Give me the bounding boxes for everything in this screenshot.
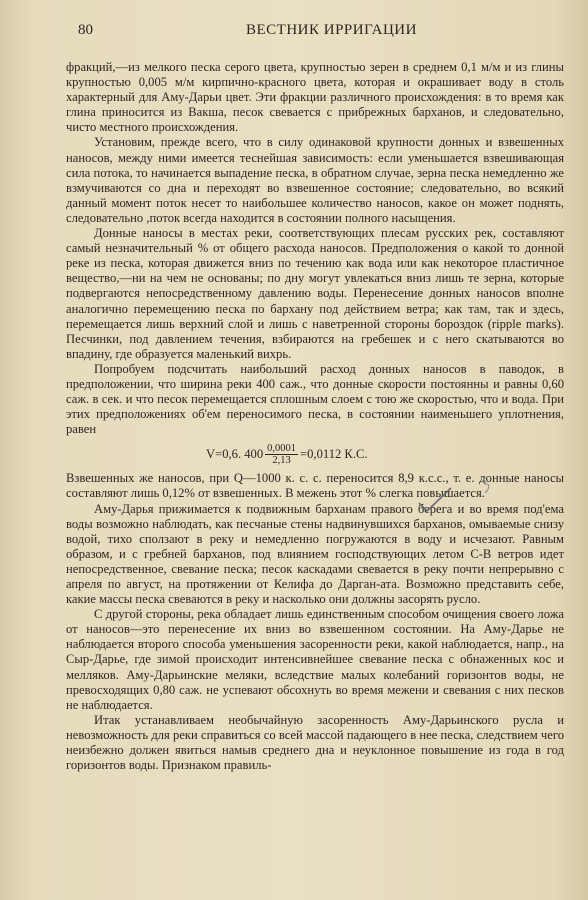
running-title: ВЕСТНИК ИРРИГАЦИИ xyxy=(246,22,417,38)
body-text xyxy=(66,60,564,773)
paragraph-3: Донные наносы в местах реки, соответствующих плесам русских рек, составляют самый незначительный % от общего расхода наносов. Предположения о какой то донной реке из песка, которая движется вниз по течению как вода или как некоторое пластичное вещество,—ни на чем не основаны; по дну могут увлекаться вниз лишь те зерна, которые подвергаются непосредственному давлению воды. Перенесение донных наносов вполне аналогично перемещению песка по бархану под действием ветра; как там, так и здесь, перемещается лишь верхний слой и лишь с наветренной стороны бороздок (ripple marks). Песчинки, под давлением течения, взбираются на гребешек и с него скатываются во впадину, где образуется маленький вихрь. xyxy=(66,226,564,361)
page-header xyxy=(66,20,558,42)
page-number: 80 xyxy=(78,22,93,38)
paragraph-2: Установим, прежде всего, что в силу одинаковой крупности донных и взвешенных наносов, между ними имеется теснейшая зависимость: если уменьшается взвешивающая сила потока, то начинается выпадение песка, в обратном случае, зерна песка немедленно же взмучиваются со дна и переходят во взвешенное состояние; следовательно, во всякий данный момент поток несет то наибольшее количество наносов, какое он может поднять, следовательно ,поток всегда находится в состоянии полного насыщения. xyxy=(66,135,564,225)
paragraph-4: Попробуем подсчитать наибольший расход донных наносов в паводок, в предположении, что ширина реки 400 саж., что донные скорости постоянны и равны 0,60 саж. в сек. и что песок перемещается сплошным слоем с тою же скоростью, что и вода. При этих предположениях об'ем переносимого песка, в состоянии наименьшего уплотнения, равен xyxy=(66,361,564,437)
paragraph-1: фракций,—из мелкого песка серого цвета, крупностью зерен в среднем 0,1 м/м и из глины крупностью 0,005 м/м кирпично-красного цвета, которая и окрашивает воду в столь характерный для Аму-Дарьи цвет. Эти фракции различного происхождения: в то время как глина приносится из Вакша, песок свевается с прибрежных барханов, и следовательно, чисто местного происхождения. xyxy=(66,60,564,135)
formula-denominator: 2,13 xyxy=(272,454,291,466)
pencil-check-mark xyxy=(415,485,455,515)
formula-left: V=0,6. 400 xyxy=(206,446,264,461)
pencil-squiggle-mark xyxy=(478,475,492,495)
paragraph-8: Итак устанавливаем необычайную засоренность Аму-Дарьинского русла и невозможность для реки справиться со всей массой падающего в нее песка, следствием чего неизбежно должен явиться намыв среднего дна и неуклонное повышение из года в год горизонтов воды. Признаком правиль- xyxy=(66,712,564,773)
paragraph-5: Взвешенных же наносов, при Q—1000 к. с. с. переносится 8,9 к.с.с., т. е. донные наносы составляют лишь 0,12% от взвешенных. В межень этот % слегка повышается. xyxy=(66,471,564,501)
paragraph-7: С другой стороны, река обладает лишь единственным способом очищения своего ложа от наносов—это перенесение их вниз во взвешенном состоянии. На Аму-Дарье не наблюдается второго способа уменьшения засоренности реки, какой наблюдается, напр., на Сыр-Дарье, где зимой происходит интенсивнейшее свевание песка с обнаженных кос и мелляков. Аму-Дарьинские меляки, вследствие малых колебаний горизонтов воды, не превосходящих 0,80 саж. не успевают обсохнуть во время межени и свевания с них песков не наблюдается. xyxy=(66,607,564,712)
formula-numerator: 0,0001 xyxy=(267,442,297,454)
paragraph-6: Аму-Дарья прижимается к подвижным барханам правого берега и во время под'ема воды возможно наблюдать, как песчаные стены надвинувшихся барханов, омываемые снизу водой, тихо сползают в реку и немедленно погружаются в воду и исчезают. Равным образом, и с гребней барханов, под влиянием господствующих летом С-В ветров идет непосредственное, свевание песка; песок каскадами свевается в реку почти непрерывно с апреля по август, на протяжении от Келифа до Дарган-ата. Возможно представить себе, какие массы песка свеваются в реку и насколько они должны засорять русло. xyxy=(66,501,564,607)
volume-formula xyxy=(66,439,564,469)
formula-fraction xyxy=(265,443,298,466)
formula-right: =0,0112 К.С. xyxy=(300,446,368,461)
